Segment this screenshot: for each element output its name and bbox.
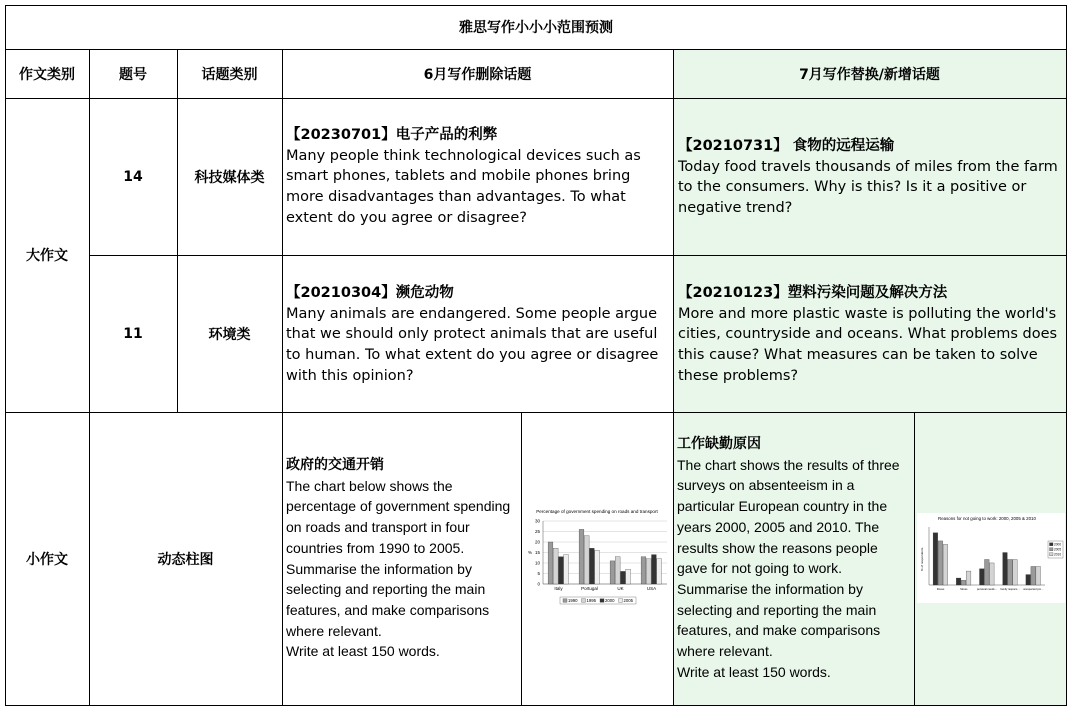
- small-group-label: 小作文: [26, 551, 68, 568]
- row1-removed-tag: 【20230701】电子产品的利弊: [286, 127, 498, 143]
- border-bottom: [5, 705, 1067, 706]
- row2-number: 11: [123, 325, 143, 342]
- row2-removed: [286, 283, 670, 387]
- chart2-legend-label: 2000: [1054, 542, 1062, 547]
- chart1-bar: [595, 550, 600, 584]
- header-number: 题号: [119, 66, 147, 83]
- header-type: 作文类别: [19, 66, 75, 83]
- chart1-bar: [641, 557, 646, 584]
- chart1-bar: [584, 536, 589, 584]
- small-added: [677, 434, 912, 682]
- small-removed-words: Write at least 150 words.: [286, 643, 440, 660]
- row1-number: 14: [123, 168, 143, 185]
- row1-removed-text: Many people think technological devices such as smart phones, tablets and mobile phones bring more disadvantages than advantages. To what extent do you agree or disagree?: [286, 147, 641, 226]
- small-added-words: Write at least 150 words.: [677, 663, 831, 680]
- header-removed: 6月写作删除话题: [423, 66, 532, 83]
- page-title: 雅思写作小小小范围预测: [459, 20, 613, 36]
- chart1-legend-swatch: [582, 599, 586, 603]
- chart1-ytick: 25: [534, 529, 540, 534]
- chart2-xtick: personal needs…: [976, 588, 998, 591]
- chart1-legend-label: 1990: [568, 598, 578, 603]
- chart-transport-spending: [523, 505, 671, 613]
- chart2-bar: [961, 580, 966, 585]
- chart1-ytick: 0: [537, 581, 540, 587]
- row2-removed-tag: 【20210304】濒危动物: [286, 285, 454, 301]
- chart1-bar: [590, 548, 595, 584]
- small-added-tag: 工作缺勤原因: [677, 436, 761, 452]
- chart1-xtick: Portugal: [581, 586, 598, 591]
- chart2-bar: [1031, 566, 1036, 585]
- chart2-legend-swatch: [1050, 543, 1054, 546]
- chart1-ylabel: %: [528, 550, 533, 555]
- row2-added-text: More and more plastic waste is polluting the world's cities, countryside and oceans. What problems does this cause? What measures can be taken to solve these problems?: [678, 305, 1058, 384]
- chart1-bar: [559, 557, 564, 584]
- header-added: 7月写作替换/新增话题: [799, 66, 940, 83]
- border-col4: [673, 49, 674, 706]
- chart1-bar: [553, 548, 558, 584]
- chart1-ytick: 30: [534, 518, 540, 524]
- header-topic: 话题类别: [201, 66, 258, 83]
- chart2-bar: [966, 571, 971, 585]
- chart1-ytick: 5: [537, 571, 540, 576]
- chart-absenteeism: [917, 513, 1065, 603]
- row1-added-text: Today food travels thousands of miles from the farm to the consumers. Why is this? Is it a positive or negative trend?: [678, 158, 1058, 217]
- chart1-xtick: Italy: [554, 586, 563, 591]
- border-right: [1066, 5, 1067, 706]
- border-chart1: [521, 412, 522, 706]
- essay-group-label: 大作文: [26, 248, 68, 264]
- chart2-bar: [990, 563, 995, 585]
- small-added-text: The chart shows the results of three surveys on absenteeism in a particular European country in the years 2000, 2005 and 2010. The results show the reasons people gave for not going to work. Summarise the information by selecting and reporting the main features, and make comparisons where relevant.: [677, 456, 900, 660]
- chart2-xtick: Illness: [936, 588, 945, 591]
- chart2-bar: [1036, 566, 1041, 585]
- chart1-bar: [564, 555, 569, 584]
- chart2-xtick: unexpected pro…: [1023, 588, 1044, 591]
- row2-removed-text: Many animals are endangered. Some people argue that we should only protect animals that are useful to human. To what extent do you agree or disagree with this opinion?: [286, 305, 659, 384]
- chart1-ytick: 10: [534, 560, 540, 566]
- chart2-bar: [1008, 559, 1013, 585]
- small-removed-text: The chart below shows the percentage of government spending on roads and transport in four countries from 1990 to 2005. Summarise the information by selecting and reporting the main features, and make comparisons where relevant.: [286, 477, 511, 639]
- chart2-legend-swatch: [1050, 548, 1054, 551]
- chart1-bar: [646, 559, 651, 584]
- chart1-xtick: USA: [646, 586, 657, 591]
- row1-removed: [286, 125, 670, 229]
- chart1-legend-label: 2005: [623, 598, 634, 603]
- chart1-title: Percentage of government spending on roads and transport: [536, 509, 658, 514]
- chart2-bar: [938, 541, 943, 585]
- row1-added: [678, 136, 1062, 219]
- chart1-legend-swatch: [619, 599, 623, 603]
- border-col3: [282, 49, 283, 706]
- chart1-ytick: 20: [534, 539, 540, 545]
- chart2-bar: [1026, 575, 1031, 585]
- chart1-bar: [548, 542, 553, 584]
- chart2-ylabel: % of respondents: [920, 547, 924, 571]
- chart2-bar: [943, 544, 948, 585]
- chart1-legend-label: 2000: [605, 598, 615, 603]
- row1-topic: 科技媒体类: [194, 169, 265, 186]
- chart1-xtick: UK: [617, 586, 624, 591]
- chart1-bar: [579, 529, 584, 584]
- chart-transport-svg: [523, 505, 671, 613]
- small-removed: [286, 455, 519, 662]
- chart2-title: Reasons for not going to work: 2000, 2005 & 2010: [938, 516, 1036, 521]
- chart2-legend-label: 2005: [1054, 547, 1062, 552]
- small-topic: 动态柱图: [157, 551, 214, 568]
- chart2-bar: [1003, 553, 1008, 585]
- row2-topic: 环境类: [208, 326, 251, 343]
- row1-added-tag: 【20210731】 食物的远程运输: [678, 138, 895, 154]
- chart2-legend-swatch: [1050, 553, 1054, 556]
- chart2-bar: [956, 578, 961, 585]
- chart2-xtick: Stress: [960, 588, 968, 591]
- row2-added: [678, 283, 1062, 387]
- chart1-legend-label: 1995: [586, 598, 597, 603]
- chart2-legend-label: 2010: [1054, 552, 1062, 557]
- chart1-ytick: 15: [534, 550, 540, 555]
- chart-absenteeism-svg: [917, 513, 1065, 603]
- chart2-bar: [980, 569, 985, 585]
- chart1-bar: [621, 571, 626, 584]
- chart2-bar: [985, 559, 990, 585]
- border-chart2: [914, 412, 915, 706]
- chart2-bar: [933, 533, 938, 585]
- row2-added-tag: 【20210123】塑料污染问题及解决方法: [678, 285, 948, 301]
- chart2-xtick: family respons…: [1000, 588, 1020, 591]
- chart2-bar: [1013, 559, 1018, 585]
- chart1-bar: [615, 557, 620, 584]
- chart1-legend-swatch: [600, 599, 604, 603]
- chart1-bar: [626, 569, 631, 584]
- chart1-bar: [652, 555, 657, 584]
- chart1-legend-swatch: [563, 599, 567, 603]
- chart1-bar: [657, 559, 662, 584]
- chart1-bar: [610, 561, 615, 584]
- small-removed-tag: 政府的交通开销: [286, 457, 384, 473]
